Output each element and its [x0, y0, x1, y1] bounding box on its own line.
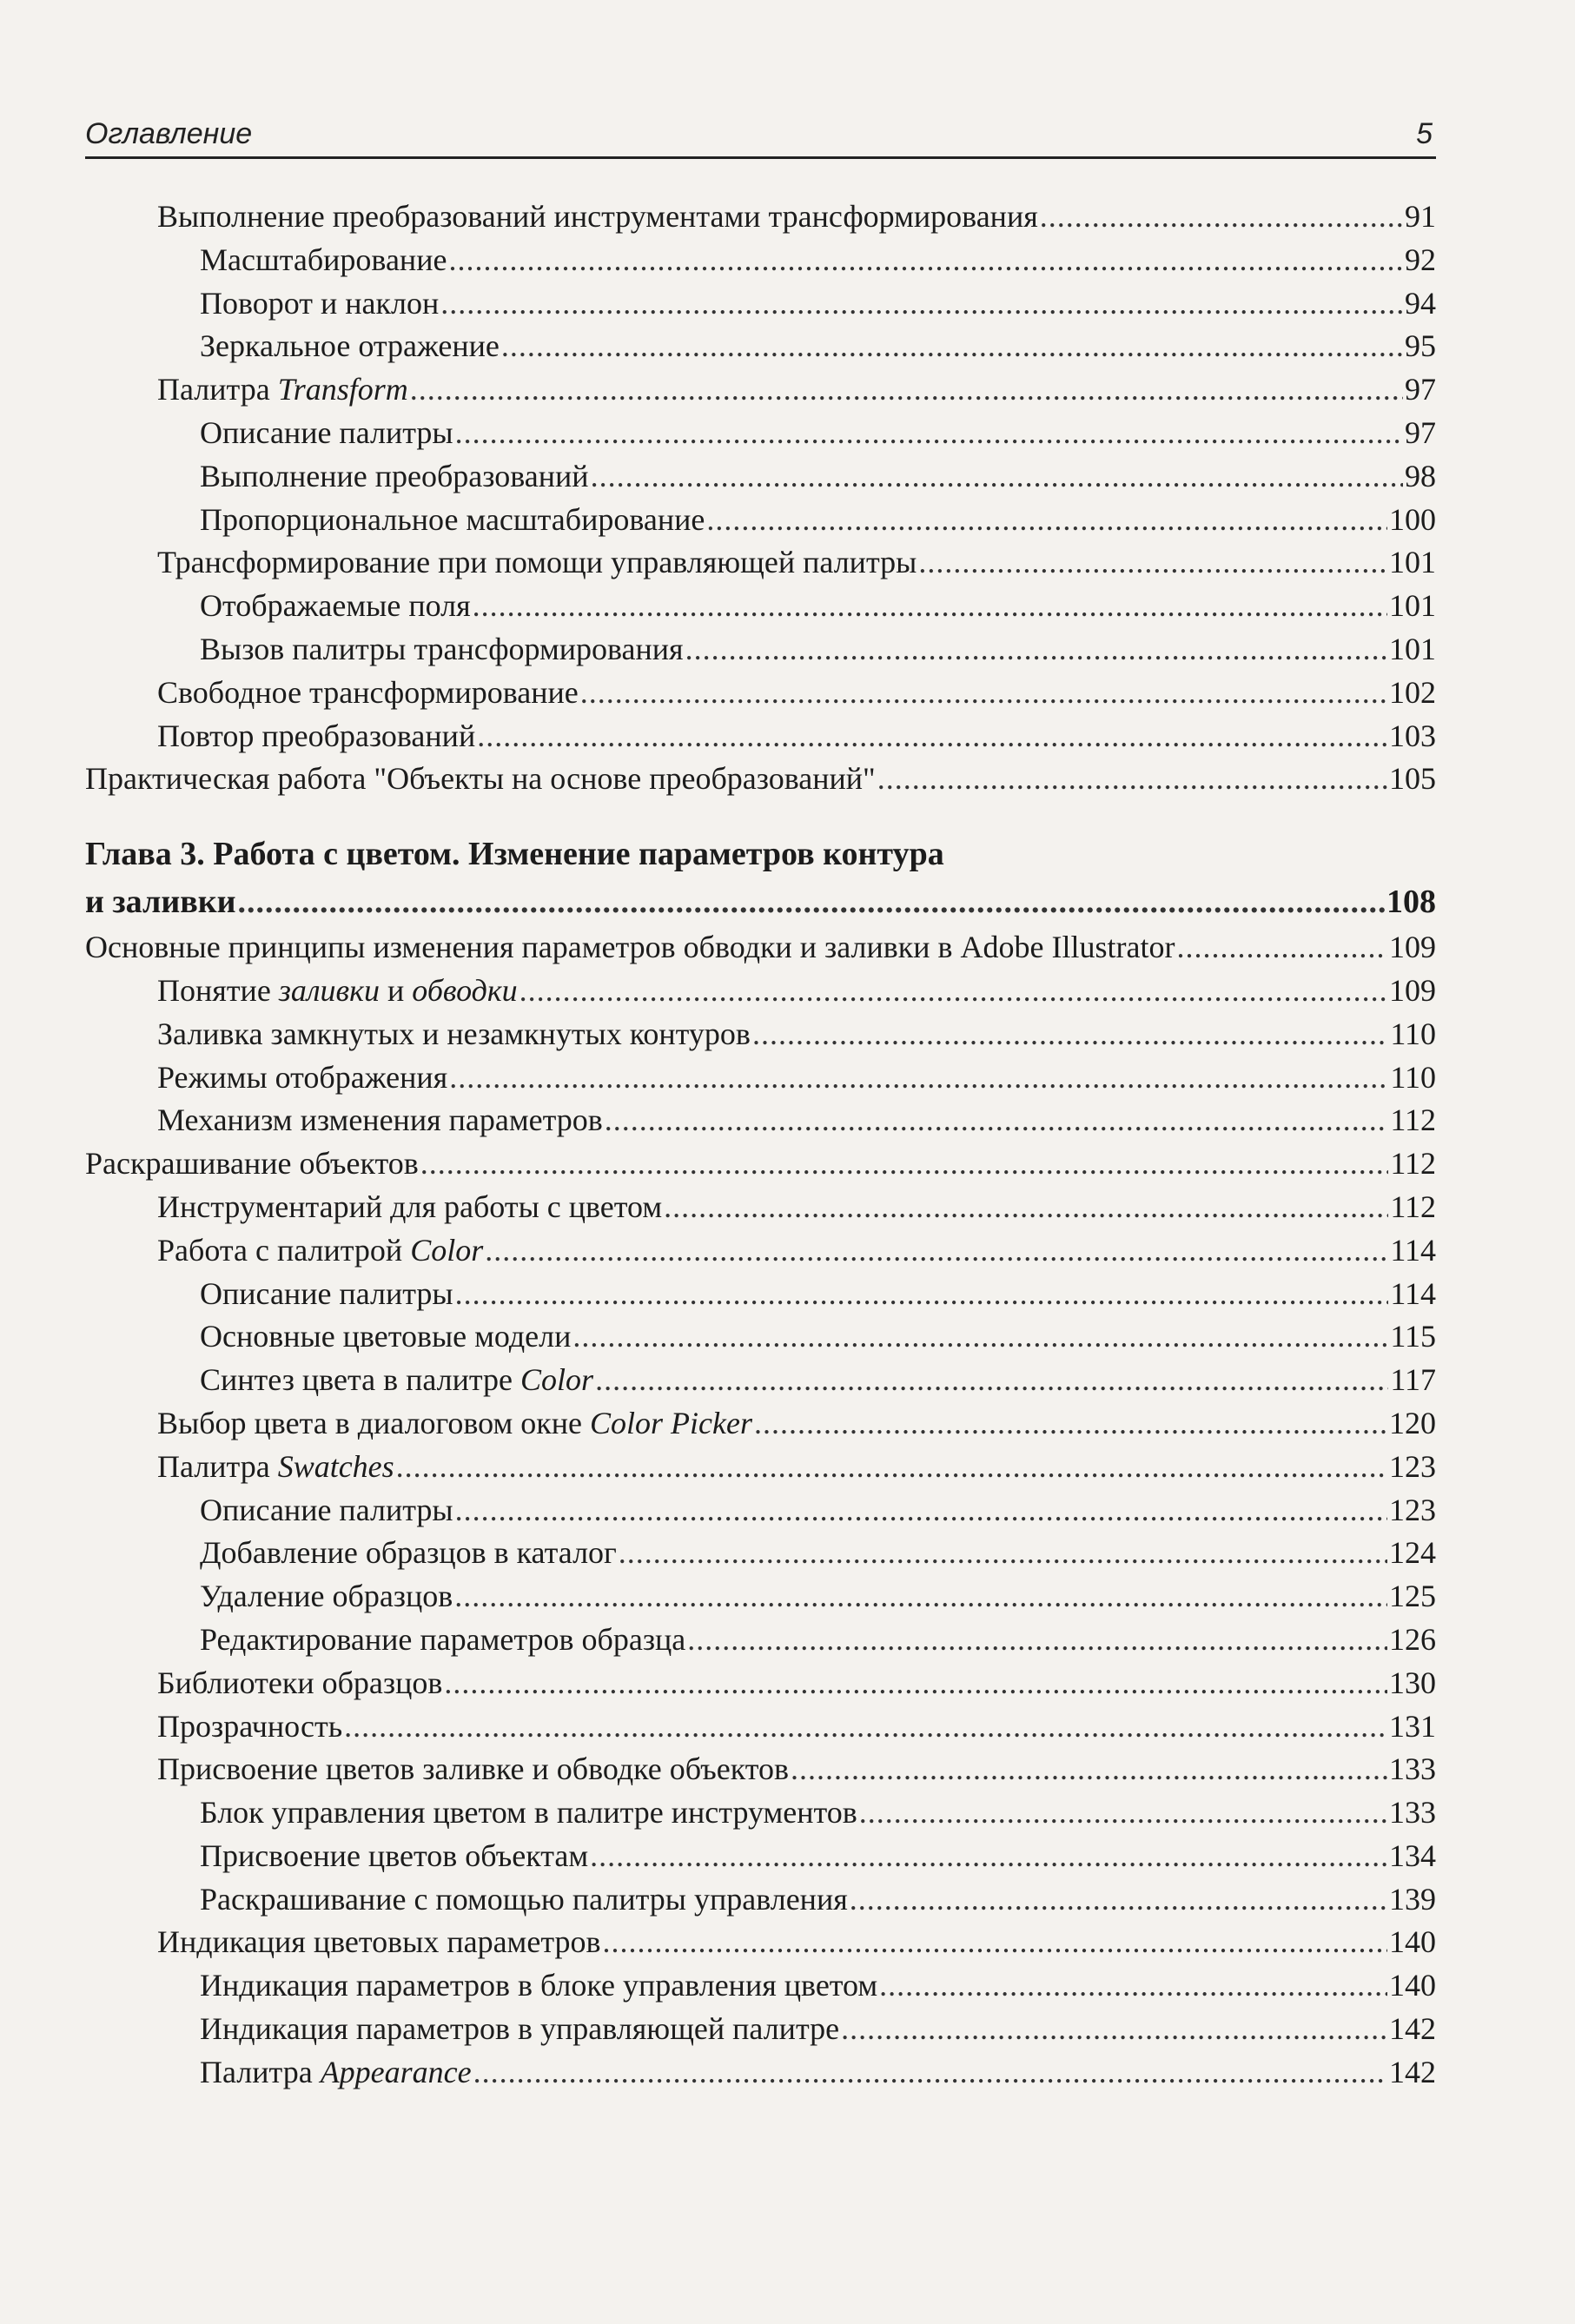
toc-entry-title [200, 325, 500, 368]
chapter-heading[interactable] [85, 831, 1436, 926]
dot-leader [664, 1186, 1388, 1229]
toc-entry[interactable] [85, 195, 1436, 239]
toc-entry[interactable] [85, 970, 1436, 1013]
dot-leader [879, 1964, 1387, 2008]
dot-leader [344, 1705, 1387, 1749]
toc-entry-title-part: Практическая работа "Объекты на основе преобразований" [85, 761, 876, 797]
toc-entry-page: 140 [1389, 1968, 1436, 2003]
toc-entry[interactable] [85, 1186, 1436, 1229]
toc-entry-title [200, 1791, 857, 1835]
toc-entry-page: 91 [1405, 199, 1436, 234]
toc-entry-title [157, 1402, 752, 1446]
toc-entry-title [200, 2051, 472, 2095]
spacer [85, 801, 1436, 831]
toc-entry-title [157, 368, 408, 412]
toc-entry-title-part: Описание палитры [200, 414, 453, 450]
toc-entry-title-part: Присвоение цветов заливке и обводке объектов [157, 1751, 789, 1787]
chapter-page: 108 [1386, 884, 1436, 921]
dot-leader [591, 455, 1403, 499]
toc-entry[interactable] [85, 541, 1436, 585]
dot-leader [449, 1056, 1388, 1100]
toc-entry-title-part: Удаление образцов [200, 1579, 453, 1614]
toc-entry-title-part: Редактирование параметров образца [200, 1621, 686, 1657]
chapter-title-line2-text: и заливки [85, 884, 236, 921]
toc-entry-title [157, 1705, 342, 1749]
toc-entry-page: 139 [1389, 1881, 1436, 1917]
toc-entry-page: 140 [1389, 1924, 1436, 1960]
toc-entry-page: 109 [1389, 972, 1436, 1008]
toc-entry-title [157, 970, 518, 1013]
dot-leader [687, 1619, 1387, 1662]
toc-entry-page: 142 [1389, 2011, 1436, 2047]
dot-leader [605, 1099, 1389, 1142]
toc-entry-page: 134 [1389, 1837, 1436, 1873]
toc-entry-title [85, 1142, 419, 1186]
toc-entry-title [157, 1099, 603, 1142]
toc-entry-title-part: Прозрачность [157, 1708, 343, 1744]
toc-entry-title-part: Основные цветовые модели [200, 1319, 572, 1354]
toc-entry-title-part: Отображаемые поля [200, 588, 471, 624]
toc-entry[interactable] [85, 926, 1436, 970]
dot-leader [850, 1878, 1387, 1922]
toc-entry-page: 115 [1390, 1319, 1436, 1354]
toc-entry[interactable] [85, 585, 1436, 628]
toc-entry-title-part: Палитра [200, 2054, 321, 2089]
toc-entry-title [157, 541, 917, 585]
toc-entry-page: 94 [1405, 285, 1436, 321]
toc-entry-title-part: Режимы отображения [157, 1059, 448, 1095]
dot-leader [918, 541, 1387, 585]
toc-entry-page: 133 [1389, 1751, 1436, 1787]
toc-entry-title-part: Инструментарий для работы с цветом [157, 1188, 663, 1224]
dot-leader [580, 672, 1387, 715]
toc-entry-title [200, 585, 471, 628]
dot-leader [396, 1446, 1387, 1489]
toc-entry-title-part: обводки [412, 972, 518, 1008]
toc-entry-title-part: Повтор преобразований [157, 718, 476, 753]
header-title: Оглавление [85, 117, 253, 150]
dot-leader [619, 1532, 1387, 1575]
dot-leader [603, 1921, 1388, 1964]
toc-entry-page: 112 [1390, 1102, 1436, 1138]
toc-entry-page: 92 [1405, 242, 1436, 277]
toc-entry-title-part: Заливка замкнутых и незамкнутых контуров [157, 1016, 751, 1051]
toc-entry-title-part: Библиотеки образцов [157, 1665, 443, 1700]
toc-entry[interactable] [85, 1402, 1436, 1446]
toc-entry-title [157, 1748, 789, 1791]
toc-entry-title-part: Описание палитры [200, 1492, 453, 1527]
toc-entry[interactable] [85, 1878, 1436, 1922]
toc-entry-page: 123 [1389, 1448, 1436, 1484]
toc-entry-title [200, 412, 453, 455]
toc-entry-title-part: Выполнение преобразований инструментами трансформирования [157, 199, 1038, 234]
toc-entry-title-part: Вызов палитры трансформирования [200, 631, 684, 666]
toc-entry-title [157, 1186, 662, 1229]
toc-entry[interactable] [85, 1489, 1436, 1533]
dot-leader [454, 1575, 1387, 1619]
toc-entry[interactable] [85, 1835, 1436, 1878]
toc-entry-title [157, 1446, 394, 1489]
toc-entry-title-part: Индикация параметров в блоке управления цветом [200, 1968, 878, 2003]
toc-entry[interactable] [85, 1013, 1436, 1056]
toc-entry-title-part: Color [520, 1362, 594, 1398]
toc-entry-page: 100 [1389, 501, 1436, 537]
dot-leader [859, 1791, 1387, 1835]
toc-entry-page: 97 [1405, 372, 1436, 407]
toc-entry-title [200, 499, 705, 542]
toc-entry-page: 114 [1390, 1275, 1436, 1311]
dot-leader [455, 412, 1403, 455]
toc-entry-title-part: Раскрашивание объектов [85, 1146, 419, 1182]
dot-leader [791, 1748, 1387, 1791]
toc-entry[interactable] [85, 2008, 1436, 2051]
toc-entry[interactable] [85, 672, 1436, 715]
toc-entry[interactable] [85, 1099, 1436, 1142]
dot-leader [519, 970, 1387, 1013]
toc-entry-page: 124 [1389, 1535, 1436, 1571]
toc-entry[interactable] [85, 715, 1436, 758]
toc-entry-title [200, 1315, 571, 1359]
toc-entry-title [157, 715, 475, 758]
toc-entry-title-part: Механизм изменения параметров [157, 1102, 603, 1138]
toc-entry[interactable] [85, 455, 1436, 499]
toc-entry-page: 112 [1390, 1188, 1436, 1224]
dot-leader [473, 2051, 1387, 2095]
header-page-number: 5 [1416, 117, 1433, 150]
toc-entry-title-part: Поворот и наклон [200, 285, 440, 321]
toc-entry-title-part: Описание палитры [200, 1275, 453, 1311]
dot-leader [501, 325, 1403, 368]
toc-entry[interactable] [85, 758, 1436, 801]
toc-entry-title [157, 1921, 601, 1964]
toc-entry[interactable] [85, 412, 1436, 455]
toc-entry-title [157, 195, 1038, 239]
dot-leader [754, 1402, 1387, 1446]
toc-entry[interactable] [85, 1142, 1436, 1186]
toc-entry-title-part: Синтез цвета в палитре [200, 1362, 521, 1398]
toc-entry-title-part: Блок управления цветом в палитре инструментов [200, 1795, 857, 1831]
table-of-contents [85, 195, 1436, 2095]
toc-entry-page: 101 [1389, 545, 1436, 580]
toc-entry-title [157, 1662, 442, 1705]
toc-entry-page: 101 [1389, 588, 1436, 624]
dot-leader [238, 878, 1385, 926]
toc-entry[interactable] [85, 1619, 1436, 1662]
toc-entry-page: 120 [1389, 1405, 1436, 1440]
toc-entry-title-part: Выполнение преобразований [200, 458, 589, 493]
toc-entry-title-part: Трансформирование при помощи управляющей палитры [157, 545, 917, 580]
toc-entry-page: 131 [1389, 1708, 1436, 1744]
toc-entry-title [200, 1619, 685, 1662]
dot-leader [440, 282, 1403, 326]
toc-entry-title-part: Индикация цветовых параметров [157, 1924, 601, 1960]
toc-entry-page: 105 [1389, 761, 1436, 797]
toc-entry[interactable] [85, 2051, 1436, 2095]
toc-entry[interactable] [85, 1315, 1436, 1359]
toc-entry[interactable] [85, 1532, 1436, 1575]
toc-entry[interactable] [85, 499, 1436, 542]
toc-entry[interactable] [85, 1229, 1436, 1273]
toc-entry-title-part: Добавление образцов в каталог [200, 1535, 617, 1571]
running-header [85, 111, 1436, 159]
toc-entry[interactable] [85, 1921, 1436, 1964]
toc-entry-title [85, 926, 1175, 970]
toc-entry[interactable] [85, 1273, 1436, 1316]
toc-entry-title-part: Основные принципы изменения параметров обводки и заливки в Adobe Illustrator [85, 930, 1175, 965]
toc-entry-title [85, 758, 876, 801]
toc-entry-title [200, 2008, 839, 2051]
toc-entry[interactable] [85, 282, 1436, 326]
toc-entry-title-part: Appearance [320, 2054, 472, 2089]
dot-leader [455, 1489, 1387, 1533]
toc-entry-title [157, 1013, 751, 1056]
toc-entry-title-part: Выбор цвета в диалоговом окне [157, 1405, 590, 1440]
toc-entry-title [200, 239, 447, 282]
toc-entry-page: 98 [1405, 458, 1436, 493]
toc-entry[interactable] [85, 1791, 1436, 1835]
toc-entry-title-part: и [380, 972, 413, 1008]
dot-leader [572, 1315, 1388, 1359]
toc-entry-page: 126 [1389, 1621, 1436, 1657]
toc-entry-title-part: Индикация параметров в управляющей палитре [200, 2011, 840, 2047]
toc-entry-title [200, 1489, 453, 1533]
dot-leader [410, 368, 1403, 412]
toc-entry-page: 110 [1390, 1016, 1436, 1051]
toc-entry[interactable] [85, 368, 1436, 412]
chapter-title-line1: Глава 3. Работа с цветом. Изменение параметров контура [85, 836, 944, 873]
dot-leader [706, 499, 1387, 542]
toc-entry-page: 97 [1405, 414, 1436, 450]
toc-entry-page: 142 [1389, 2054, 1436, 2089]
toc-entry[interactable] [85, 1662, 1436, 1705]
toc-entry-title-part: Transform [277, 372, 408, 407]
dot-leader [455, 1273, 1389, 1316]
toc-entry-title [200, 1575, 453, 1619]
toc-entry-title-part: Масштабирование [200, 242, 447, 277]
dot-leader [448, 239, 1403, 282]
toc-entry-page: 103 [1389, 718, 1436, 753]
toc-entry-title [200, 1835, 588, 1878]
toc-entry-title-part: Color [410, 1232, 484, 1268]
toc-entry-page: 117 [1390, 1362, 1436, 1398]
dot-leader [1176, 926, 1387, 970]
toc-entry[interactable] [85, 1359, 1436, 1402]
toc-entry-title [200, 1878, 848, 1922]
toc-entry-page: 101 [1389, 631, 1436, 666]
toc-entry-title [200, 1964, 877, 2008]
toc-entry-title-part: Swatches [277, 1448, 394, 1484]
toc-entry-page: 125 [1389, 1579, 1436, 1614]
toc-entry-title [157, 1229, 483, 1273]
toc-entry-title [200, 1273, 453, 1316]
toc-entry[interactable] [85, 1575, 1436, 1619]
toc-entry-page: 112 [1390, 1146, 1436, 1182]
toc-entry-title-part: заливки [278, 972, 381, 1008]
toc-entry-title [157, 672, 579, 715]
toc-entry-page: 130 [1389, 1665, 1436, 1700]
dot-leader [420, 1142, 1389, 1186]
toc-entry-title [200, 282, 439, 326]
toc-entry-title-part: Свободное трансформирование [157, 674, 579, 710]
toc-entry[interactable] [85, 1705, 1436, 1749]
toc-entry[interactable] [85, 1446, 1436, 1489]
toc-entry-title-part: Color Picker [590, 1405, 752, 1440]
toc-entry[interactable] [85, 239, 1436, 282]
toc-entry-title [200, 455, 589, 499]
toc-section-after [85, 926, 1436, 2095]
toc-entry[interactable] [85, 1748, 1436, 1791]
dot-leader [485, 1229, 1388, 1273]
toc-entry-title-part: Понятие [157, 972, 279, 1008]
toc-section-before [85, 195, 1436, 801]
toc-entry-title-part: Палитра [157, 372, 278, 407]
dot-leader [444, 1662, 1387, 1705]
toc-entry-title-part: Пропорциональное масштабирование [200, 501, 705, 537]
dot-leader [473, 585, 1387, 628]
toc-entry-title [200, 1532, 617, 1575]
dot-leader [841, 2008, 1387, 2051]
dot-leader [590, 1835, 1387, 1878]
toc-entry-title-part: Работа с палитрой [157, 1232, 411, 1268]
chapter-title-line2 [85, 878, 1436, 926]
toc-entry-title [157, 1056, 447, 1100]
toc-entry-page: 123 [1389, 1492, 1436, 1527]
toc-entry-page: 102 [1389, 674, 1436, 710]
toc-entry-title-part: Зеркальное отражение [200, 328, 500, 364]
dot-leader [752, 1013, 1388, 1056]
dot-leader [685, 628, 1387, 672]
dot-leader [877, 758, 1387, 801]
toc-entry-page: 95 [1405, 328, 1436, 364]
toc-entry[interactable] [85, 1056, 1436, 1100]
toc-entry-page: 133 [1389, 1795, 1436, 1831]
dot-leader [477, 715, 1387, 758]
toc-entry-page: 114 [1390, 1232, 1436, 1268]
toc-entry-title-part: Палитра [157, 1448, 278, 1484]
dot-leader [595, 1359, 1388, 1402]
dot-leader [1040, 195, 1403, 239]
toc-entry-title-part: Присвоение цветов объектам [200, 1837, 589, 1873]
toc-entry-title [200, 1359, 593, 1402]
toc-entry[interactable] [85, 628, 1436, 672]
toc-entry[interactable] [85, 325, 1436, 368]
toc-entry[interactable] [85, 1964, 1436, 2008]
toc-entry-page: 110 [1390, 1059, 1436, 1095]
toc-entry-title [200, 628, 684, 672]
toc-entry-title-part: Раскрашивание с помощью палитры управления [200, 1881, 848, 1917]
toc-entry-page: 109 [1389, 930, 1436, 965]
